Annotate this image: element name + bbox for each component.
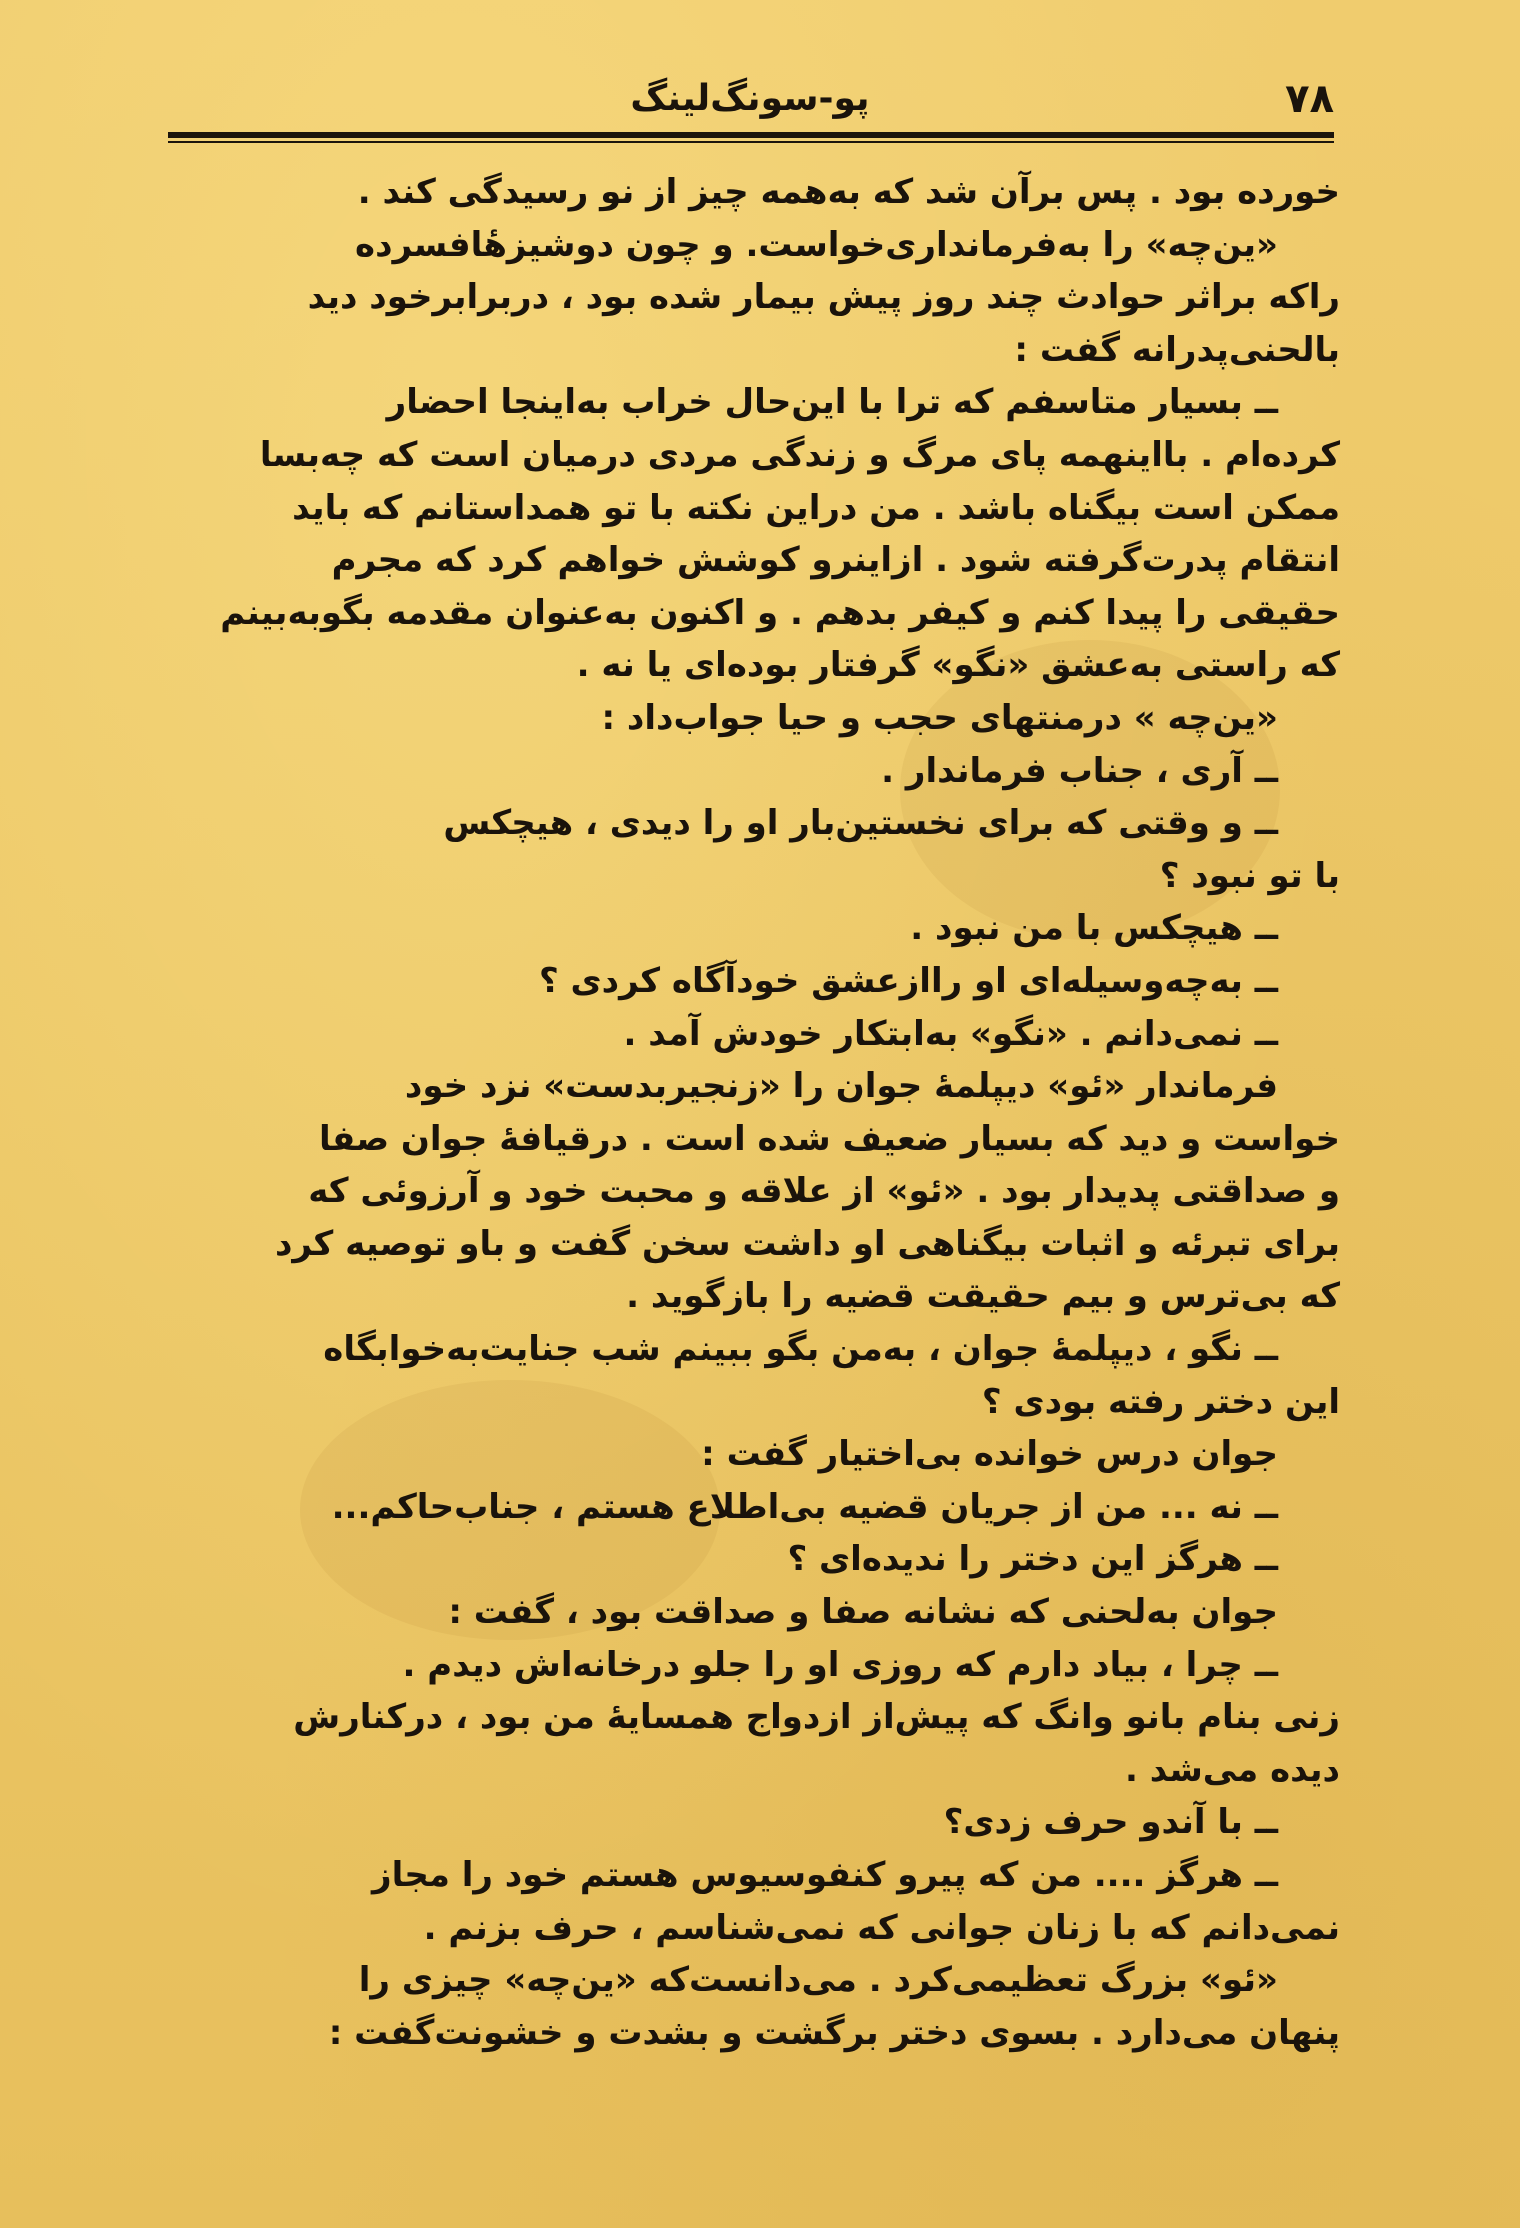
text-line: جوان درس خوانده بی‌اختیار گفت :	[701, 1434, 1278, 1475]
text-line: انتقام پدرت‌گرفته شود . ازاینرو کوشش خواهم کرد که مجرم	[331, 540, 1340, 581]
text-line: زنی بنام بانو وانگ که پیش‌از ازدواج همسایهٔ من بود ، درکنارش	[293, 1697, 1340, 1738]
text-line: خورده بود . پس برآن شد که به‌همه چیز از نو رسیدگی کند .	[357, 172, 1340, 212]
text-line: ــ با آندو حرف زدی؟	[943, 1802, 1278, 1843]
text-line: دیده می‌شد .	[1124, 1749, 1340, 1790]
text-line: ــ هرگز این دختر را ندیده‌ای ؟	[787, 1539, 1278, 1580]
running-title: پو-سونگ‌لینگ	[630, 78, 870, 119]
text-line: کرده‌ام . بااینهمه پای مرگ و زندگی مردی درمیان است که چه‌بسا	[259, 434, 1340, 475]
body-text	[170, 166, 1340, 2059]
text-line: با تو نبود ؟	[1159, 855, 1340, 896]
text-line: برای تبرئه و اثبات بیگناهی او داشت سخن گفت و باو توصیه کرد	[274, 1223, 1340, 1264]
text-line: ــ و وقتی که برای نخستین‌بار او را دیدی ، هیچکس	[443, 803, 1278, 844]
page-header	[166, 64, 1334, 134]
text-line: فرماندار «ئو» دیپلمهٔ جوان را «زنجیربدست» نزد خود	[404, 1066, 1278, 1107]
text-line: حقیقی را پیدا کنم و کیفر بدهم . و اکنون به‌عنوان مقدمه بگوبه‌بینم	[220, 592, 1340, 633]
text-line: راکه براثر حوادث چند روز پیش بیمار شده بود ، دربرابرخود دید	[307, 277, 1340, 318]
text-line: خواست و دید که بسیار ضعیف شده است . درقیافهٔ جوان صفا	[318, 1118, 1340, 1159]
text-line: ــ نه ... من از جریان قضیه بی‌اطلاع هستم ، جناب‌حاکم...	[331, 1486, 1278, 1527]
text-line: نمی‌دانم که با زنان جوانی که نمی‌شناسم ، حرف بزنم .	[423, 1907, 1340, 1948]
header-rule-thick	[168, 132, 1334, 138]
text-line: ممکن است بیگناه باشد . من دراین نکته با تو همداستانم که باید	[292, 487, 1340, 528]
text-line: ــ نمی‌دانم . «نگو» به‌ابتکار خودش آمد .	[623, 1013, 1278, 1054]
text-line: و صداقتی پدیدار بود . «ئو» از علاقه و محبت خود و آرزوئی که	[308, 1171, 1340, 1212]
text-line: که راستی به‌عشق «نگو» گرفتار بوده‌ای یا نه .	[576, 645, 1340, 686]
text-line: ــ به‌چه‌وسیله‌ای او رااز‌عشق خودآگاه کردی ؟	[538, 960, 1278, 1001]
text-line: این دختر رفته بودی ؟	[981, 1381, 1340, 1422]
text-line: جوان به‌لحنی که نشانه صفا و صداقت بود ، گفت :	[448, 1592, 1278, 1633]
page-number: ۷۸	[1285, 76, 1334, 122]
text-line: «ئو» بزرگ تعظیمی‌کرد . می‌دانست‌که «ین‌چه» چیزی را	[358, 1960, 1278, 2001]
text-line: ــ چرا ، بیاد دارم که روزی او را جلو درخانه‌اش دیدم .	[402, 1644, 1278, 1685]
text-line: «ین‌چه » درمنتهای حجب و حیا جواب‌داد :	[601, 697, 1278, 738]
text-line: ــ هرگز .... من که پیرو کنفوسیوس هستم خود را مجاز	[372, 1855, 1278, 1895]
text-line: ــ نگو ، دیپلمهٔ جوان ، به‌من بگو ببینم شب جنایت‌به‌خوابگاه	[323, 1329, 1278, 1370]
text-line: ــ هیچکس با من نبود .	[910, 908, 1278, 949]
text-line: ــ آری ، جناب فرماندار .	[881, 750, 1278, 791]
header-rule	[168, 132, 1334, 144]
text-line: پنهان می‌دارد . بسوی دختر برگشت و بشدت و خشونت‌گفت :	[328, 2012, 1340, 2053]
text-line: که بی‌ترس و بیم حقیقت قضیه را بازگوید .	[626, 1276, 1340, 1317]
text-line: بالحنی‌پدرانه گفت :	[1014, 329, 1340, 370]
header-rule-thin	[168, 141, 1334, 143]
text-line: «ین‌چه» را به‌فرمانداری‌خواست. و چون دوشیزهٔافسرده	[355, 224, 1278, 265]
text-line: ــ بسیار متاسفم که ترا با این‌حال خراب به‌اینجا احضار	[386, 382, 1278, 423]
